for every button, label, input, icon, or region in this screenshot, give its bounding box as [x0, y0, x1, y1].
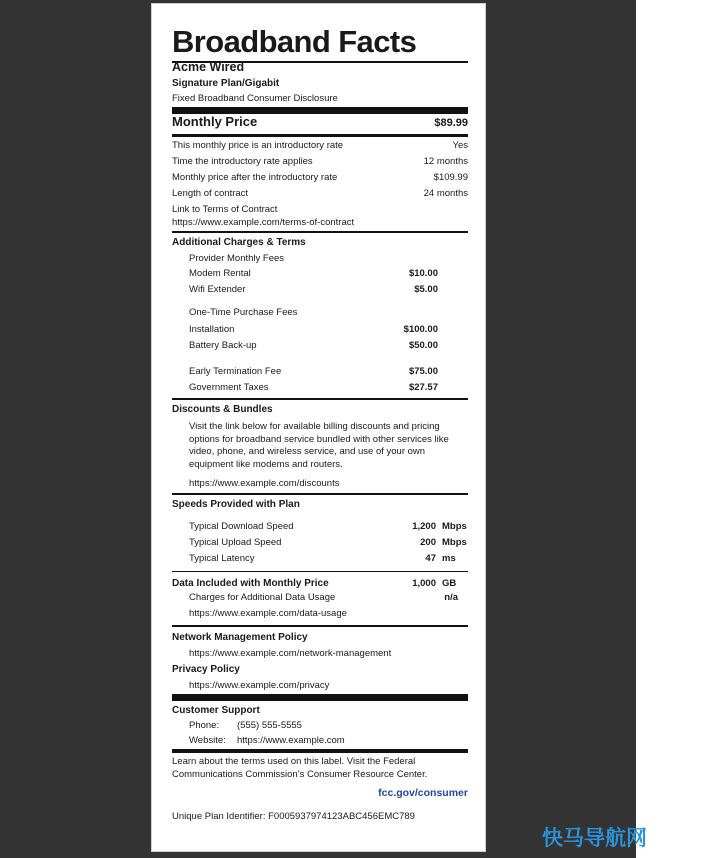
download-unit: Mbps — [442, 521, 467, 532]
download-label: Typical Download Speed — [189, 521, 294, 532]
discounts-text: Visit the link below for available billing discounts and pricing options for broadband service bundled with other services like video, phone, and wireless service, and use of your own equipment like modems and routers. — [189, 421, 449, 471]
thick-divider — [172, 694, 468, 701]
intro-row-value: $109.99 — [433, 172, 468, 183]
divider — [172, 625, 468, 627]
additional-data-label: Charges for Additional Data Usage — [189, 592, 336, 603]
privacy-link[interactable]: https://www.example.com/privacy — [189, 680, 330, 691]
terms-link-url[interactable]: https://www.example.com/terms-of-contract — [172, 217, 355, 228]
speeds-title: Speeds Provided with Plan — [172, 499, 300, 510]
divider — [172, 398, 468, 400]
onetime-title: One-Time Purchase Fees — [189, 307, 298, 318]
intro-row-label: Monthly price after the introductory rate — [172, 172, 338, 183]
data-title: Data Included with Monthly Price — [172, 578, 329, 589]
install-label: Installation — [189, 324, 235, 335]
data-value: 1,000 — [412, 578, 436, 589]
etf-label: Early Termination Fee — [189, 366, 282, 377]
site-watermark: 快马导航网 — [542, 827, 647, 850]
discounts-title: Discounts & Bundles — [172, 404, 273, 415]
intro-row-value: 24 months — [423, 188, 468, 199]
wifi-label: Wifi Extender — [189, 284, 246, 295]
modem-label: Modem Rental — [189, 268, 251, 279]
thin-divider — [172, 571, 468, 572]
divider — [172, 493, 468, 495]
divider — [172, 231, 468, 233]
data-usage-link[interactable]: https://www.example.com/data-usage — [189, 608, 347, 619]
intro-row-value: 12 months — [423, 156, 468, 167]
monthly-fees-title: Provider Monthly Fees — [189, 253, 285, 264]
terms-link-text: Link to Terms of Contract — [172, 204, 278, 215]
additional-data-value: n/a — [444, 592, 458, 603]
provider-name: Acme Wired — [172, 60, 245, 74]
monthly-price-row — [172, 116, 468, 132]
taxes-label: Government Taxes — [189, 382, 269, 393]
battery-label: Battery Back-up — [189, 340, 257, 351]
network-title: Network Management Policy — [172, 632, 308, 643]
wifi-value: $5.00 — [414, 284, 438, 295]
upload-value: 200 — [420, 537, 436, 548]
phone-value[interactable]: (555) 555-5555 — [237, 720, 302, 731]
latency-unit: ms — [442, 553, 456, 564]
intro-row-label: This monthly price is an introductory rate — [172, 140, 344, 151]
monthly-price-value: $89.99 — [434, 117, 468, 129]
phone-label: Phone: — [189, 720, 220, 731]
website-link[interactable]: https://www.example.com — [237, 735, 345, 746]
charges-title: Additional Charges & Terms — [172, 237, 306, 248]
divider — [172, 134, 468, 137]
thick-divider — [172, 107, 468, 114]
intro-row-value: Yes — [452, 140, 468, 151]
download-value: 1,200 — [412, 521, 436, 532]
intro-row-label: Length of contract — [172, 188, 249, 199]
latency-value: 47 — [425, 553, 436, 564]
latency-label: Typical Latency — [189, 553, 255, 564]
label-title: Broadband Facts — [172, 24, 417, 59]
etf-value: $75.00 — [408, 366, 438, 377]
unique-plan-identifier: Unique Plan Identifier: F0005937974123ABC456EMC789 — [172, 811, 415, 822]
battery-value: $50.00 — [408, 340, 438, 351]
discounts-link[interactable]: https://www.example.com/discounts — [189, 478, 340, 489]
network-link[interactable]: https://www.example.com/network-management — [189, 648, 392, 659]
upload-unit: Mbps — [442, 537, 467, 548]
upload-label: Typical Upload Speed — [189, 537, 282, 548]
modem-value: $10.00 — [408, 268, 438, 279]
plan-name: Signature Plan/Gigabit — [172, 78, 280, 89]
support-title: Customer Support — [172, 705, 260, 716]
monthly-price-label: Monthly Price — [172, 114, 258, 129]
privacy-title: Privacy Policy — [172, 664, 240, 675]
divider — [172, 749, 468, 753]
footer-text: Learn about the terms used on this label. Visit the Federal Communications Commission’s Consumer Resource Center. — [172, 756, 428, 780]
fcc-consumer-link[interactable]: fcc.gov/consumer — [378, 787, 468, 799]
install-value: $100.00 — [403, 324, 438, 335]
disclosure-text: Fixed Broadband Consumer Disclosure — [172, 93, 338, 104]
broadband-facts-label — [151, 3, 486, 852]
taxes-value: $27.57 — [408, 382, 438, 393]
data-unit: GB — [442, 578, 457, 589]
website-label: Website: — [189, 735, 226, 746]
intro-row-label: Time the introductory rate applies — [172, 156, 313, 167]
